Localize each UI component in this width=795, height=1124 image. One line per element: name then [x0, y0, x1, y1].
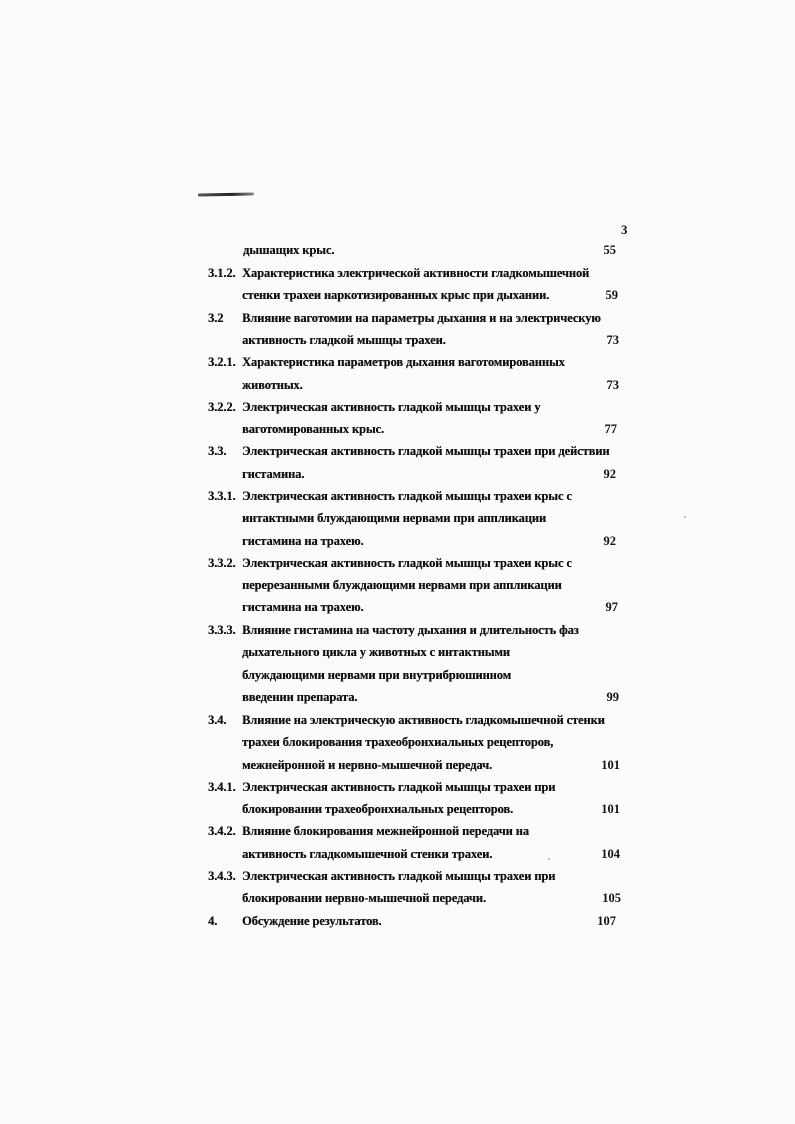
- toc-entry-page: 101: [601, 758, 620, 772]
- toc-entry-page: 92: [603, 467, 616, 481]
- toc-entry-text: Влияние блокирования межнейронной передачи на: [242, 824, 529, 838]
- toc-entry-text: активность гладкой мышцы трахеи.: [242, 333, 446, 347]
- toc-entry-text: дышащих крыс.: [243, 243, 335, 257]
- toc-entry-text: межнейронной и нервно-мышечной передач.: [242, 758, 492, 772]
- toc-entry-page: 97: [605, 600, 618, 614]
- toc-entry-number: 3.3.3.: [208, 623, 236, 637]
- toc-entry-number: 3.2: [208, 311, 224, 325]
- toc-entry-number: 3.4.: [208, 713, 227, 727]
- toc-entry-page: 73: [606, 378, 619, 392]
- toc-entry-text: дыхательного цикла у животных с интактными: [242, 645, 510, 659]
- toc-entry-page: 105: [602, 891, 621, 905]
- toc-entry-number: 3.4.2.: [208, 824, 236, 838]
- toc-entry-text: Обсуждение результатов.: [242, 914, 382, 928]
- toc-entry-text: Электрическая активность гладкой мышцы трахеи при действии: [242, 444, 610, 458]
- toc-entry-number: 3.3.1.: [208, 489, 236, 503]
- toc-entry-text: Электрическая активность гладкой мышцы трахеи у: [242, 400, 541, 414]
- toc-entry-text: Электрическая активность гладкой мышцы трахеи при: [242, 780, 556, 794]
- toc-entry-page: 77: [604, 422, 617, 436]
- toc-entry-text: введении препарата.: [242, 690, 358, 704]
- toc-entry-text: блокировании трахеобронхиальных рецепторов.: [242, 802, 514, 816]
- toc-entry-page: 92: [603, 534, 616, 548]
- toc-entry-page: 107: [597, 914, 616, 928]
- toc-entry-text: Характеристика параметров дыхания ваготомированных: [242, 355, 565, 369]
- toc-entry-page: 104: [601, 847, 620, 861]
- toc-entry-number: 3.3.2.: [208, 556, 236, 570]
- toc-entry-text: животных.: [242, 378, 303, 392]
- toc-entry-number: 3.2.1.: [208, 355, 236, 369]
- toc-entry-number: 3.2.2.: [208, 400, 236, 414]
- toc-entry-text: перерезанными блуждающими нервами при аппликации: [242, 578, 562, 592]
- toc-entry-text: Влияние на электрическую активность гладкомышечной стенки: [242, 713, 605, 727]
- toc-entry-text: гистамина на трахею.: [242, 600, 364, 614]
- scan-speck: [684, 516, 686, 518]
- toc-entry-number: 3.1.2.: [208, 266, 236, 280]
- toc-entry-page: 73: [606, 333, 619, 347]
- toc-entry-page: 59: [605, 288, 618, 302]
- toc-entry-page: 101: [601, 802, 620, 816]
- toc-entry-text: Характеристика электрической активности гладкомышечной: [242, 266, 590, 280]
- toc-entry-number: 3.4.3.: [208, 869, 236, 883]
- toc-entry-number: 3.3.: [208, 444, 227, 458]
- toc-entry-text: Влияние гистамина на частоту дыхания и длительность фаз: [242, 623, 579, 637]
- toc-entry-text: трахеи блокирования трахеобронхиальных рецепторов,: [242, 735, 554, 749]
- page-number: 3: [621, 222, 628, 237]
- toc-entry-page: 99: [606, 690, 619, 704]
- toc-entry-text: Электрическая активность гладкой мышцы трахеи при: [242, 869, 556, 883]
- toc-entry-number: 4.: [208, 914, 218, 928]
- toc-entry-number: 3.4.1.: [208, 780, 236, 794]
- toc-entry-text: Электрическая активность гладкой мышцы трахеи крыс с: [242, 489, 572, 503]
- toc-entry-text: блуждающими нервами при внутрибрюшинном: [242, 668, 512, 682]
- toc-entry-text: интактными блуждающими нервами при аппликации: [242, 511, 547, 525]
- toc-entry-text: стенки трахеи наркотизированных крыс при дыхании.: [242, 288, 550, 302]
- toc-entry-text: активность гладкомышечной стенки трахеи.: [242, 847, 493, 861]
- toc-entry-text: гистамина.: [242, 467, 305, 481]
- toc-entry-text: блокировании нервно-мышечной передачи.: [242, 891, 486, 905]
- toc-entry-text: Влияние ваготомии на параметры дыхания и на электрическую: [242, 311, 601, 325]
- toc-entry-text: гистамина на трахею.: [242, 534, 364, 548]
- toc-entry-text: ваготомированных крыс.: [242, 422, 384, 436]
- scan-artifact-line: [198, 192, 254, 196]
- toc-entry-text: Электрическая активность гладкой мышцы трахеи крыс с: [242, 556, 572, 570]
- toc-entry-page: 55: [603, 243, 616, 257]
- scan-speck: [548, 858, 550, 860]
